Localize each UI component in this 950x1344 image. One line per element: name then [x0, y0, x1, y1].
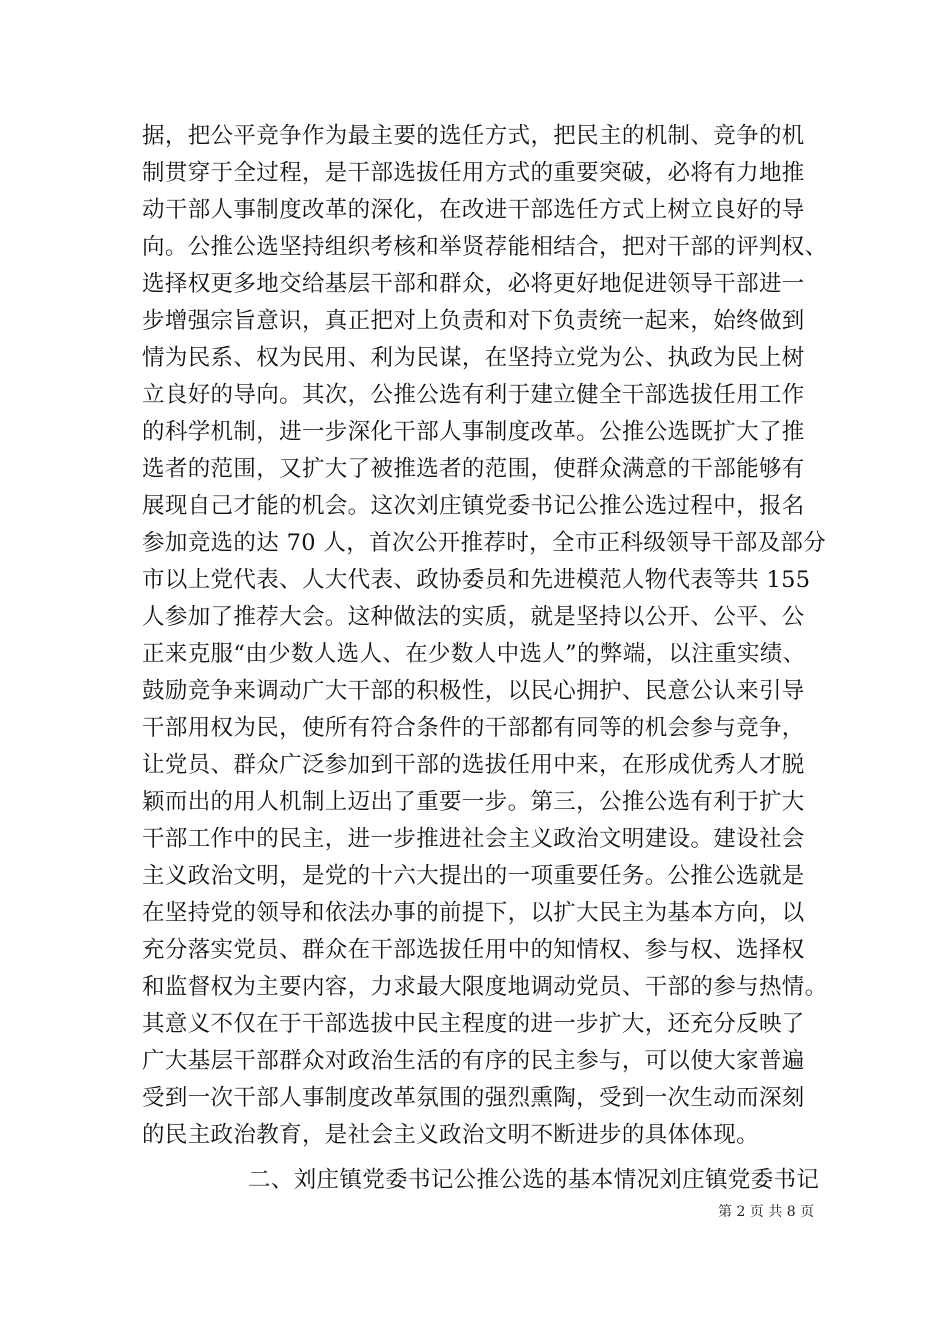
text-line: 选者的范围，又扩大了被推选者的范围，使群众满意的干部能够有	[142, 456, 805, 482]
text-line: 干部用权为民，使所有符合条件的干部都有同等的机会参与竞争，	[142, 715, 805, 741]
page-number-footer: 第 2 页 共 8 页	[718, 1204, 815, 1220]
text-line: 市以上党代表、人大代表、政协委员和先进模范人物代表等共 155	[142, 567, 811, 593]
text-line: 动干部人事制度改革的深化，在改进干部选任方式上树立良好的导	[142, 197, 805, 223]
text-line: 正来克服“由少数人选人、在少数人中选人”的弊端，以注重实绩、	[142, 641, 806, 667]
text-line: 受到一次干部人事制度改革氛围的强烈熏陶，受到一次生动而深刻	[142, 1085, 805, 1111]
text-line: 选择权更多地交给基层干部和群众，必将更好地促进领导干部进一	[142, 271, 805, 297]
text-line: 向。公推公选坚持组织考核和举贤荐能相结合，把对干部的评判权、	[142, 234, 828, 260]
text-line: 立良好的导向。其次，公推公选有利于建立健全干部选拔任用工作	[142, 382, 805, 408]
text-line: 广大基层干部群众对政治生活的有序的民主参与，可以使大家普遍	[142, 1048, 805, 1074]
body-paragraph	[142, 118, 828, 1154]
text-line: 其意义不仅在于干部选拔中民主程度的进一步扩大，还充分反映了	[142, 1011, 805, 1037]
text-line: 的科学机制，进一步深化干部人事制度改革。公推公选既扩大了推	[142, 419, 805, 445]
text-line: 人参加了推荐大会。这种做法的实质，就是坚持以公开、公平、公	[142, 604, 805, 630]
text-line: 参加竞选的达 70 人，首次公开推荐时，全市正科级领导干部及部分	[142, 530, 827, 556]
text-line: 展现自己才能的机会。这次刘庄镇党委书记公推公选过程中，报名	[142, 493, 805, 519]
text-line: 情为民系、权为民用、利为民谋，在坚持立党为公、执政为民上树	[142, 345, 805, 371]
text-line: 干部工作中的民主，进一步推进社会主义政治文明建设。建设社会	[142, 826, 805, 852]
text-line: 主义政治文明，是党的十六大提出的一项重要任务。公推公选就是	[142, 863, 805, 889]
text-line: 和监督权为主要内容，力求最大限度地调动党员、干部的参与热情。	[142, 974, 828, 1000]
text-line: 鼓励竞争来调动广大干部的积极性，以民心拥护、民意公认来引导	[142, 678, 805, 704]
text-line: 颖而出的用人机制上迈出了重要一步。第三，公推公选有利于扩大	[142, 789, 805, 815]
text-line: 制贯穿于全过程，是干部选拔任用方式的重要突破，必将有力地推	[142, 160, 805, 186]
section-heading: 二、刘庄镇党委书记公推公选的基本情况刘庄镇党委书记	[248, 1167, 820, 1193]
text-line: 据，把公平竞争作为最主要的选任方式，把民主的机制、竞争的机	[142, 123, 805, 149]
text-line: 在坚持党的领导和依法办事的前提下，以扩大民主为基本方向，以	[142, 900, 805, 926]
text-line: 的民主政治教育，是社会主义政治文明不断进步的具体体现。	[142, 1122, 759, 1148]
text-line: 充分落实党员、群众在干部选拔任用中的知情权、参与权、选择权	[142, 937, 805, 963]
text-line: 让党员、群众广泛参加到干部的选拔任用中来，在形成优秀人才脱	[142, 752, 805, 778]
text-line: 步增强宗旨意识，真正把对上负责和对下负责统一起来，始终做到	[142, 308, 805, 334]
